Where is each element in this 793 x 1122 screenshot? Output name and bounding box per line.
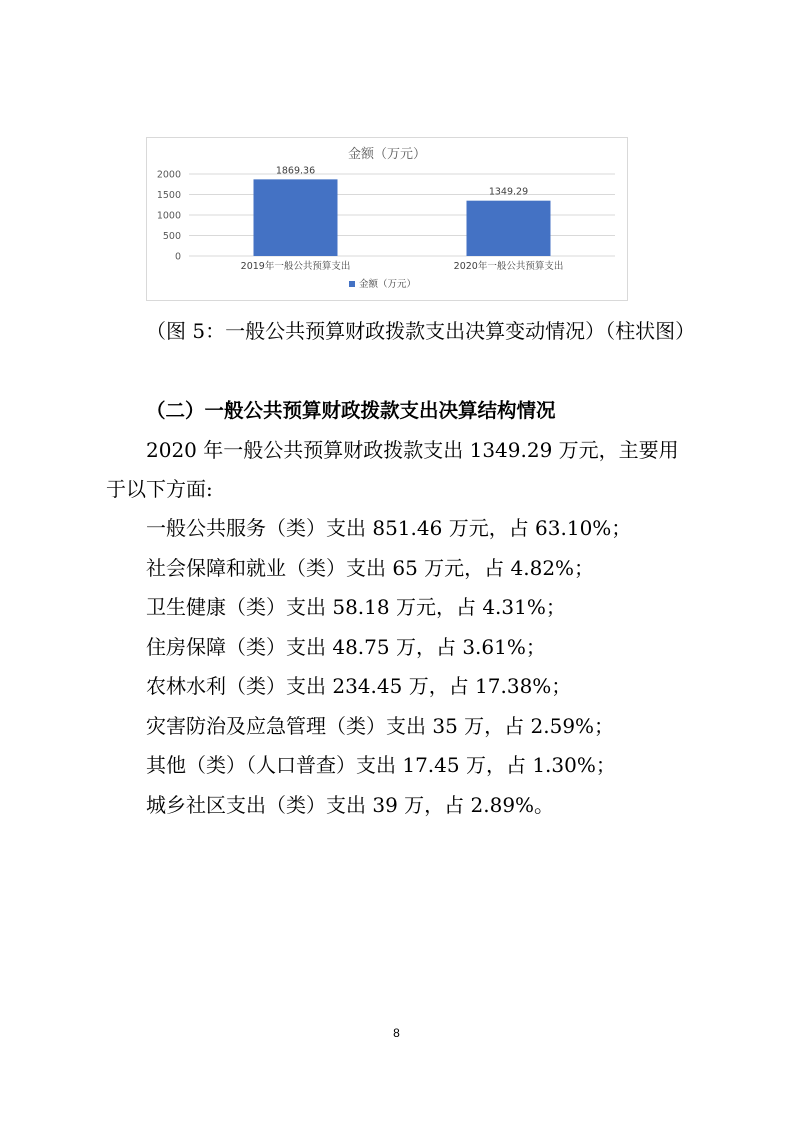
list-item: 社会保障和就业（类）支出 65 万元，占 4.82%； [146,555,595,580]
x-tick-label: 2020年一般公共预算支出 [453,261,564,272]
list-item: 一般公共服务（类）支出 851.46 万元，占 63.10%； [146,516,632,540]
y-tick-label: 1000 [156,210,181,222]
chart-title: 金额（万元） [347,147,427,162]
page-number: 8 [393,1026,400,1040]
list-item: 卫生健康（类）支出 58.18 万元，占 4.31%； [146,595,566,619]
list-item: 城乡社区支出（类）支出 39 万，占 2.89%。 [146,792,555,817]
bar-chart [146,137,628,301]
legend-swatch [349,281,355,287]
intro-paragraph: 2020 年一般公共预算财政拨款支出 1349.29 万元，主要用于以下方面: [106,438,679,501]
expenditure-list [146,509,631,825]
legend-label: 金额（万元） [359,279,417,290]
y-tick-label: 1500 [156,190,181,201]
bar [254,179,338,256]
section-heading: （二）一般公共预算财政拨款支出决算结构情况 [146,399,556,422]
figure-caption: （图 5：一般公共预算财政拨款支出决算变动情况）（柱状图） [146,319,696,343]
list-item: 其他（类）（人口普查）支出 17.45 万，占 1.30%； [146,753,616,777]
bar [467,201,551,256]
list-item: 灾害防治及应急管理（类）支出 35 万，占 2.59%； [146,713,615,738]
y-tick-label: 500 [162,231,181,242]
y-tick-label: 2000 [156,169,181,181]
chart-svg [147,138,627,300]
list-item: 住房保障（类）支出 48.75 万，占 3.61%； [146,634,546,659]
y-tick-label: 0 [174,251,181,263]
data-label: 1869.36 [275,165,316,177]
x-tick-label: 2019年一般公共预算支出 [240,261,351,272]
data-label: 1349.29 [488,186,529,198]
list-item: 农林水利（类）支出 234.45 万，占 17.38%； [146,674,572,698]
